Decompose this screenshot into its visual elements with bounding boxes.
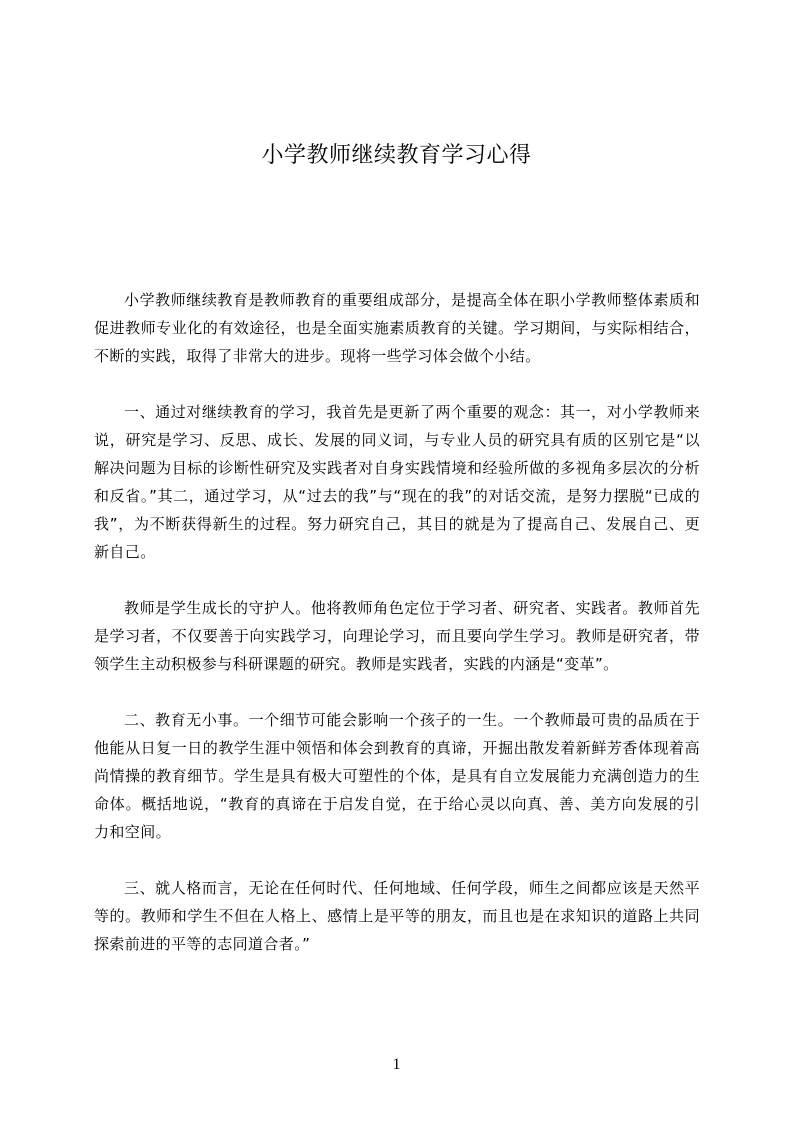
paragraph-section-three: 三、就人格而言，无论在任何时代、任何地域、任何学段，师生之间都应该是天然平等的。教师和学生不但在人格上、感情上是平等的朋友，而且也是在求知识的道路上共同探索前进的平等的志同道合者。”	[94, 879, 700, 953]
paragraph-section-two: 二、教育无小事。一个细节可能会影响一个孩子的一生。一个教师最可贵的品质在于他能从日复一日的教学生涯中领悟和体会到教育的真谛，开掘出散发着新鲜芳香体现着高尚情操的教育细节。学生是具有极大可塑性的个体，是具有自立发展能力充满创造力的生命体。概括地说，“教育的真谛在于启发自觉，在于给心灵以向真、善、美方向发展的引力和空间。	[94, 711, 700, 841]
document-title: 小学教师继续教育学习心得	[261, 143, 532, 168]
paragraph-intro: 小学教师继续教育是教师教育的重要组成部分，是提高全体在职小学教师整体素质和促进教师专业化的有效途径，也是全面实施素质教育的关键。学习期间，与实际相结合，不断的实践，取得了非常大的进步。现将一些学习体会做个小结。	[94, 291, 700, 365]
paragraph-section-one: 一、通过对继续教育的学习，我首先是更新了两个重要的观念：其一，对小学教师来说，研究是学习、反思、成长、发展的同义词，与专业人员的研究具有质的区别它是“以解决问题为目标的诊断性研究及实践者对自身实践情境和经验所做的多视角多层次的分析和反省。”其二，通过学习，从“过去的我”与“现在的我”的对话交流，是努力摆脱“已成的我”，为不断获得新生的过程。努力研究自己，其目的就是为了提高自己、发展自己、更新自己。	[94, 403, 700, 561]
page-number: 1	[392, 1056, 401, 1073]
paragraph-teacher-roles: 教师是学生成长的守护人。他将教师角色定位于学习者、研究者、实践者。教师首先是学习者，不仅要善于向实践学习，向理论学习，而且要向学生学习。教师是研究者，带领学生主动积极参与科研课题的研究。教师是实践者，实践的内涵是“变革”。	[94, 599, 700, 673]
document-body	[94, 286, 700, 986]
